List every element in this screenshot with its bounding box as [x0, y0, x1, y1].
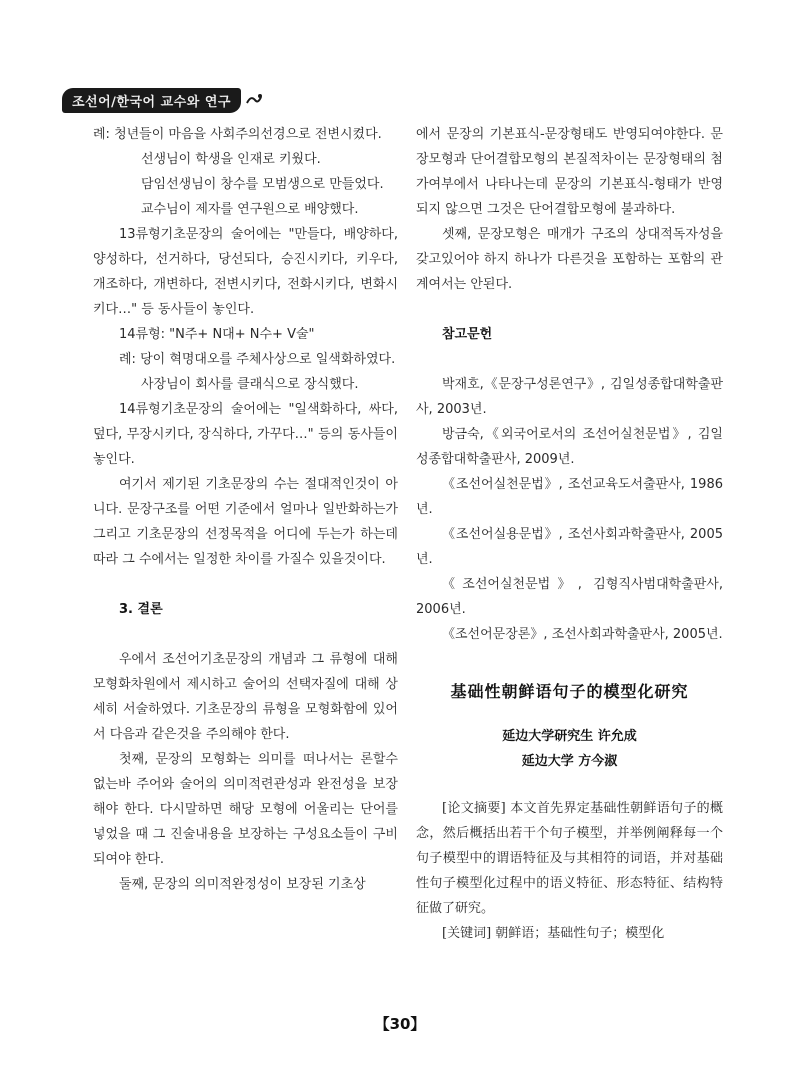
author-line: 延边大学研究生 许允成	[502, 729, 637, 744]
chinese-abstract: [论文摘要] 本文首先界定基础性朝鲜语句子的概念，然后概括出若干个句子模型，并举例阐释每一个句子模型中的谓语特征及与其相符的词语，并对基础性句子模型化过程中的语义特征、形态特征、结构特征做了研究。	[416, 801, 723, 916]
page-number: 【30】	[374, 1015, 426, 1033]
example-sentence: 교수님이 제자를 연구원으로 배양했다.	[141, 202, 359, 217]
reference-item: 방금숙,《외국어로서의 조선어실천문법》, 김일성종합대학출판사, 2009년.	[416, 427, 723, 467]
journal-title-badge: 조선어/한국어 교수와 연구	[62, 88, 241, 113]
reference-item: 《조선어실천문법》, 김형직사범대학출판사, 2006년.	[416, 577, 723, 617]
left-column	[93, 122, 398, 897]
ornament-icon	[245, 91, 263, 109]
running-header	[62, 88, 263, 112]
body-paragraph: 13류형기초문장의 술어에는 "만들다, 배양하다, 양성하다, 선거하다, 당선되다, 승진시키다, 키우다, 개조하다, 개변하다, 전변시키다, 전화시키다, 변화시키다…" 등 동사들이 놓인다.	[93, 227, 398, 317]
author-line: 延边大学 方今淑	[521, 754, 618, 769]
example-sentence: 선생님이 학생을 인재로 키웠다.	[141, 152, 321, 167]
reference-item: 박재호,《문장구성론연구》, 김일성종합대학출판사, 2003년.	[416, 377, 723, 417]
example-sentence: 담임선생님이 창수를 모범생으로 만들었다.	[141, 177, 384, 192]
references-heading: 참고문헌	[442, 327, 493, 342]
sentence-type-formula: 14류형: "N주+ N대+ N수+ V술"	[119, 327, 315, 342]
body-paragraph: 여기서 제기된 기초문장의 수는 절대적인것이 아니다. 문장구조를 어떤 기준에서 얼마나 일반화하는가 그리고 기초문장의 선정목적을 어디에 두는가 하는데 따라 그 수에서는 일정한 차이를 가질수 있을것이다.	[93, 477, 398, 567]
chinese-keywords: [关键词] 朝鲜语；基础性句子；模型化	[442, 926, 665, 941]
example-sentence: 사장님이 회사를 클래식으로 장식했다.	[141, 377, 359, 392]
body-paragraph: 셋째, 문장모형은 매개가 구조의 상대적독자성을 갖고있어야 하지 하나가 다른것을 포함하는 포함의 관계여서는 안된다.	[416, 227, 723, 292]
example-sentence: 례: 당이 혁명대오를 주체사상으로 일색화하였다.	[119, 352, 396, 367]
chinese-abstract-title: 基础性朝鲜语句子的模型化研究	[450, 682, 689, 701]
right-column	[416, 122, 723, 946]
body-paragraph: 우에서 조선어기초문장의 개념과 그 류형에 대해 모형화차원에서 제시하고 술어의 선택자질에 대해 상세히 서술하였다. 기초문장의 류형을 모형화함에 있어서 다음과 같은것을 주의해야 한다.	[93, 652, 398, 742]
body-paragraph: 14류형기초문장의 술어에는 "일색화하다, 싸다, 덮다, 무장시키다, 장식하다, 가꾸다…" 등의 동사들이 놓인다.	[93, 402, 398, 467]
body-paragraph: 에서 문장의 기본표식-문장형태도 반영되여야한다. 문장모형과 단어결합모형의 본질적차이는 문장형태의 첨가여부에서 나타나는데 문장의 기본표식-형태가 반영되지 않으면 그것은 단어결합모형에 불과하다.	[416, 127, 723, 217]
example-sentence: 례: 청년들이 마음을 사회주의선경으로 전변시켰다.	[93, 127, 382, 142]
section-heading: 3. 결론	[119, 602, 163, 617]
reference-item: 《조선어실용문법》, 조선사회과학출판사, 2005년.	[416, 527, 723, 567]
reference-item: 《조선어문장론》, 조선사회과학출판사, 2005년.	[442, 627, 723, 642]
body-paragraph: 둘째, 문장의 의미적완정성이 보장된 기초상	[119, 877, 366, 892]
reference-item: 《조선어실천문법》, 조선교육도서출판사, 1986년.	[416, 477, 723, 517]
body-paragraph: 첫째, 문장의 모형화는 의미를 떠나서는 론할수 없는바 주어와 술어의 의미적련관성과 완전성을 보장해야 한다. 다시말하면 해당 모형에 어울리는 단어를 넣었을 때 그 진술내용을 보장하는 구성요소들이 구비되여야 한다.	[93, 752, 398, 867]
